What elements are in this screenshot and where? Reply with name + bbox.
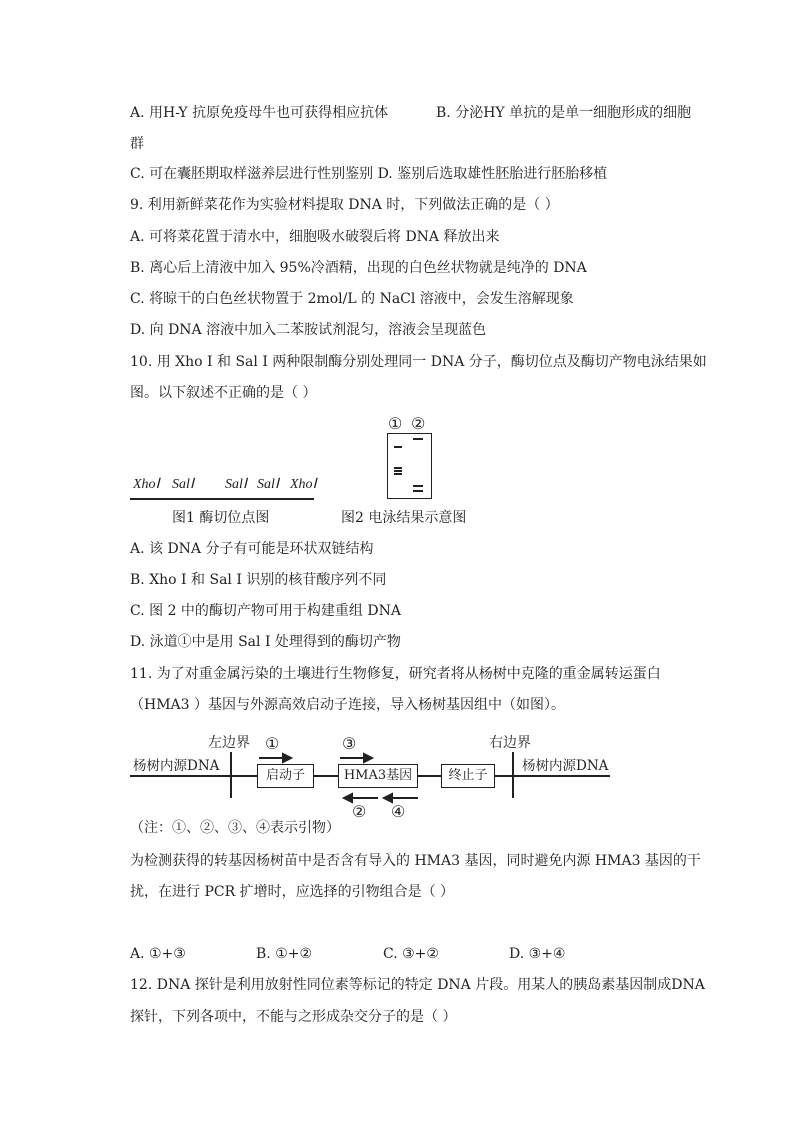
promoter-box: 启动子 [257,764,314,788]
figure-1-caption: 图1 酶切位点图 [172,510,270,526]
site-label-xho-2: XhoⅠ [290,477,317,492]
q9-option-c: C. 将晾干的白色丝状物置于 2mol/L 的 NaCl 溶液中，会发生溶解现象 [130,291,574,307]
q11-body-cont: 扰，在进行 PCR 扩增时，应选择的引物组合是（ ） [130,884,455,900]
terminator-box: 终止子 [441,764,495,788]
lane-label-1: ① [388,414,403,433]
q12-stem-cont: 探针，下列各项中，不能与之形成杂交分子的是（ ） [130,1009,457,1025]
left-border-label: 左边界 [208,735,250,751]
q10-option-a: A. 该 DNA 分子有可能是环状双链结构 [130,541,374,557]
q10-stem: 10. 用 Xho I 和 Sal I 两种限制酶分别处理同一 DNA 分子，酶切位点及酶切产物电泳结果如 [130,354,707,370]
q11-option-c: C. ③+② [383,946,439,962]
q11-stem: 11. 为了对重金属污染的土壤进行生物修复，研究者将从杨树中克隆的重金属转运蛋白 [130,666,661,682]
q11-option-b: B. ①+② [256,946,313,962]
lane-label-2: ② [411,414,426,433]
q8-option-b: B. 分泌HY 单抗的是单一细胞形成的细胞 [436,105,692,121]
primer-2-arrowhead [344,794,352,802]
q8-option-cd: C. 可在囊胚期取样滋养层进行性别鉴别 D. 鉴别后选取雄性胚胎进行胚胎移植 [130,166,608,182]
primer-4-arrowhead [384,794,392,802]
q11-option-a: A. ①+③ [130,946,186,962]
q11-body: 为检测获得的转基因杨树苗中是否含有导入的 HMA3 基因，同时避免内源 HMA3 基因的干 [130,853,701,869]
primer-2-label: ② [352,802,367,821]
left-dna-label: 杨树内源DNA [133,758,220,774]
primer-4-label: ④ [391,802,406,821]
q8-option-b-cont: 群 [130,136,144,152]
primer-note: （注：①、②、③、④表示引物） [130,820,340,836]
q10-option-b: B. Xho I 和 Sal I 识别的核苷酸序列不同 [130,572,387,588]
q9-option-d: D. 向 DNA 溶液中加入二苯胺试剂混匀，溶液会呈现蓝色 [130,322,487,338]
q11-option-d: D. ③+④ [509,946,566,962]
q10-stem-cont: 图。以下叙述不正确的是（ ） [130,385,317,401]
right-dna-label: 杨树内源DNA [522,758,609,774]
figure-2-caption: 图2 电泳结果示意图 [341,510,467,526]
site-label-sal-1: SalⅠ [172,477,195,492]
q11-stem-cont: （HMA3 ）基因与外源高效启动子连接，导入杨树基因组中（如图）。 [130,697,566,713]
q8-option-a: A. 用H-Y 抗原免疫母牛也可获得相应抗体 [130,105,389,121]
q12-stem: 12. DNA 探针是利用放射性同位素等标记的特定 DNA 片段。用某人的胰岛素基因制成DNA [130,977,705,993]
site-label-sal-2: SalⅠ [225,477,248,492]
right-border-label: 右边界 [489,735,531,751]
q10-option-d: D. 泳道①中是用 Sal I 处理得到的酶切产物 [130,634,401,650]
primer-1-label: ① [265,734,280,753]
primer-3-arrowhead [364,754,372,762]
site-label-sal-3: SalⅠ [257,477,280,492]
site-label-xho-1: XhoⅠ [133,477,160,492]
q10-option-c: C. 图 2 中的酶切产物可用于构建重组 DNA [130,603,401,619]
q9-option-b: B. 离心后上清液中加入 95%冷酒精，出现的白色丝状物就是纯净的 DNA [130,260,587,276]
primer-3-label: ③ [342,734,357,753]
q9-option-a: A. 可将菜花置于清水中，细胞吸水破裂后将 DNA 释放出来 [130,229,500,245]
primer-1-arrowhead [283,754,291,762]
hma3-gene-box: HMA3基因 [338,764,418,788]
q9-stem: 9. 利用新鲜菜花作为实验材料提取 DNA 时，下列做法正确的是（ ） [130,197,559,213]
